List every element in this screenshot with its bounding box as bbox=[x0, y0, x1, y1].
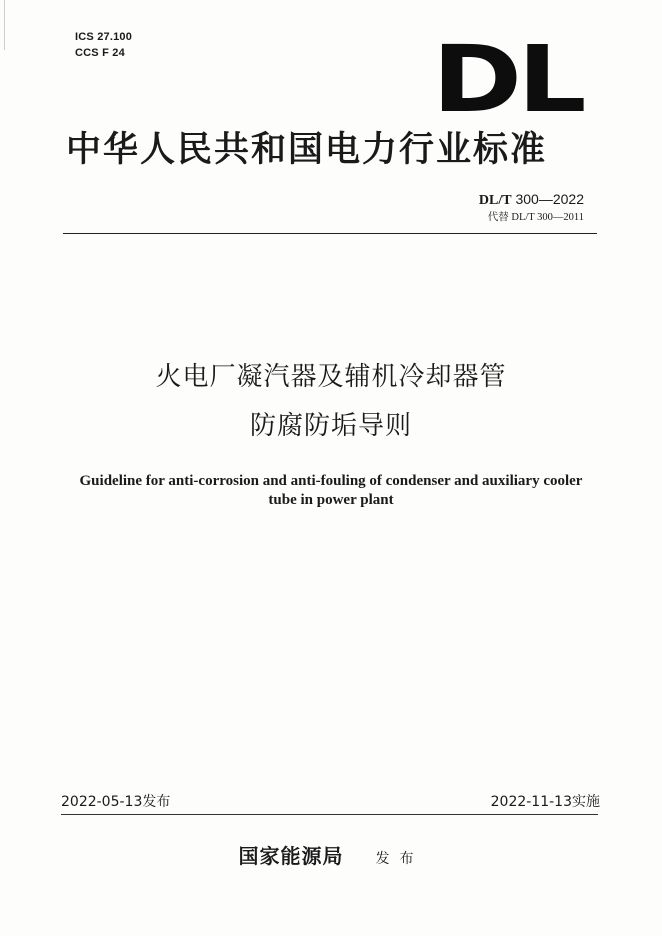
footer-divider bbox=[61, 814, 598, 815]
standard-number bbox=[479, 190, 584, 210]
issuing-authority: 国家能源局 bbox=[238, 844, 344, 868]
standard-code: 300—2022 bbox=[511, 191, 584, 207]
scan-edge-mark bbox=[0, 0, 5, 50]
issue-verb: 发布 bbox=[375, 851, 424, 867]
issuer-line bbox=[0, 843, 662, 872]
issue-date: 2022-05-13发布 bbox=[61, 794, 171, 810]
header-divider bbox=[63, 233, 597, 234]
dl-logo: DL bbox=[432, 26, 582, 133]
standard-number-block bbox=[479, 190, 584, 225]
implementation-date: 2022-11-13实施 bbox=[490, 794, 600, 810]
replaces-standard: 代替 DL/T 300—2011 bbox=[487, 212, 584, 223]
industry-standard-title: 中华人民共和国电力行业标准 bbox=[66, 129, 548, 170]
ics-code: ICS 27.100 bbox=[75, 31, 133, 43]
ccs-code: CCS F 24 bbox=[75, 47, 125, 59]
english-title-line-2: tube in power plant bbox=[268, 492, 394, 508]
chinese-title-line-1: 火电厂凝汽器及辅机冷却器管 bbox=[155, 362, 507, 392]
standard-prefix: DL/T bbox=[478, 193, 512, 208]
chinese-title-line-2: 防腐防垢导则 bbox=[249, 411, 412, 441]
english-title-line-1: Guideline for anti-corrosion and anti-fouling of condenser and auxiliary cooler bbox=[79, 473, 583, 489]
